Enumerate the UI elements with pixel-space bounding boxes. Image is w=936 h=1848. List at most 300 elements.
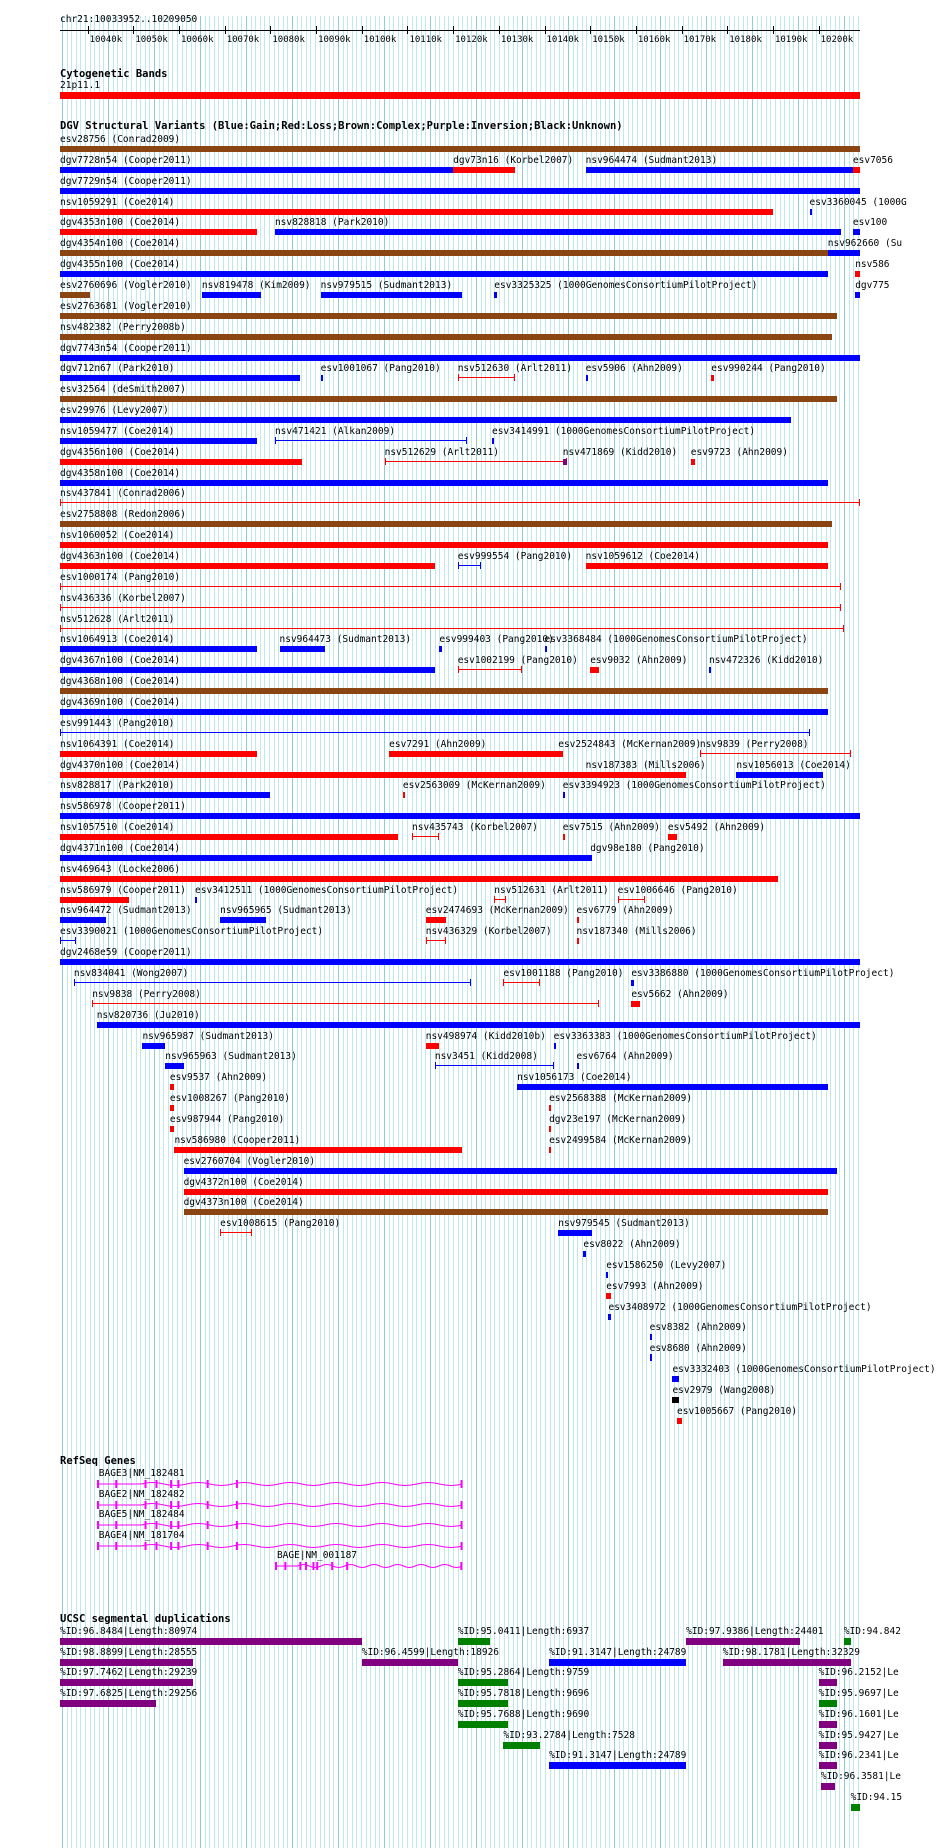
ruler-tick bbox=[133, 26, 134, 34]
variant-label: esv3414991 (1000GenomesConsortiumPilotProject) bbox=[491, 425, 756, 437]
ruler-tick-label: 10070k bbox=[226, 35, 260, 45]
variant-span-line[interactable] bbox=[74, 982, 471, 983]
segdup-label: %ID:97.9386|Length:24401 bbox=[686, 1626, 824, 1637]
variant-label: nsv586978 (Cooper2011) bbox=[60, 801, 186, 813]
variant-label: dgv775 bbox=[855, 279, 890, 291]
variant-span-end bbox=[651, 1354, 652, 1361]
variant-bar[interactable] bbox=[563, 459, 568, 465]
gene-model[interactable] bbox=[275, 1561, 462, 1571]
variant-label: esv1008267 (Pang2010) bbox=[169, 1093, 290, 1105]
segdup-label: %ID:96.8484|Length:80974 bbox=[60, 1626, 198, 1637]
variant-bar[interactable] bbox=[389, 751, 558, 757]
variant-bar[interactable] bbox=[60, 334, 832, 340]
variant-bar[interactable] bbox=[142, 1043, 165, 1049]
segdup-bar[interactable] bbox=[819, 1700, 837, 1707]
variant-bar[interactable] bbox=[586, 375, 588, 381]
variant-bar[interactable] bbox=[583, 1251, 585, 1257]
ruler-tick bbox=[773, 26, 774, 34]
variant-bar[interactable] bbox=[60, 209, 773, 215]
variant-label: esv9723 (Ahn2009) bbox=[690, 446, 788, 458]
variant-label: nsv9839 (Perry2008) bbox=[699, 738, 809, 750]
variant-span-line[interactable] bbox=[458, 377, 515, 378]
variant-bar[interactable] bbox=[549, 1126, 551, 1132]
variant-label: nsv828817 (Park2010) bbox=[60, 780, 175, 792]
variant-bar[interactable] bbox=[60, 146, 860, 152]
variant-bar[interactable] bbox=[60, 417, 791, 423]
segdup-label: %ID:98.1781|Length:32329 bbox=[722, 1646, 860, 1658]
variant-label: dgv23e197 (McKernan2009) bbox=[549, 1113, 687, 1125]
cyto-band-bar[interactable] bbox=[60, 92, 860, 99]
variant-span-end bbox=[494, 896, 495, 903]
segdup-bar[interactable] bbox=[503, 1742, 540, 1749]
segdup-bar[interactable] bbox=[549, 1659, 686, 1666]
variant-bar[interactable] bbox=[711, 375, 713, 381]
ruler-tick bbox=[225, 26, 226, 34]
variant-label: esv1002199 (Pang2010) bbox=[457, 655, 578, 667]
variant-bar[interactable] bbox=[60, 751, 257, 757]
segdup-bar[interactable] bbox=[458, 1638, 490, 1645]
ruler-tick bbox=[316, 26, 317, 34]
variant-span-end bbox=[60, 625, 61, 632]
segdup-bar[interactable] bbox=[686, 1638, 800, 1645]
variant-bar[interactable] bbox=[426, 1043, 440, 1049]
variant-bar[interactable] bbox=[60, 167, 453, 173]
variant-span-line[interactable] bbox=[385, 461, 568, 462]
variant-span-end bbox=[850, 750, 851, 757]
ruler-tick-label: 10180k bbox=[729, 35, 762, 45]
variant-bar[interactable] bbox=[60, 480, 828, 486]
variant-bar[interactable] bbox=[549, 1147, 551, 1153]
variant-label: nsv1060052 (Coe2014) bbox=[60, 530, 175, 542]
variant-span-line[interactable] bbox=[412, 836, 439, 837]
variant-bar[interactable] bbox=[60, 355, 860, 361]
variant-bar[interactable] bbox=[60, 813, 860, 819]
variant-bar[interactable] bbox=[184, 1209, 828, 1215]
variant-span-end bbox=[470, 979, 471, 986]
variant-span-end bbox=[644, 896, 645, 903]
variant-bar[interactable] bbox=[60, 876, 778, 882]
variant-span-end bbox=[840, 604, 841, 611]
variant-label: nsv1056013 (Coe2014) bbox=[736, 759, 851, 771]
variant-span-end bbox=[60, 499, 61, 506]
variant-label: esv2758808 (Redon2006) bbox=[60, 509, 186, 521]
variant-label: dgv4372n100 (Coe2014) bbox=[183, 1176, 304, 1188]
segdup-bar[interactable] bbox=[458, 1721, 508, 1728]
gene-label: BAGE2|NM_182482 bbox=[98, 1488, 185, 1500]
variant-label: nsv436329 (Korbel2007) bbox=[425, 926, 552, 938]
variant-label: dgv7729n54 (Cooper2011) bbox=[60, 175, 192, 187]
segdup-bar[interactable] bbox=[458, 1679, 508, 1686]
variant-bar[interactable] bbox=[558, 1230, 592, 1236]
variant-label: dgv4368n100 (Coe2014) bbox=[60, 676, 181, 688]
variant-bar[interactable] bbox=[60, 897, 129, 903]
variant-label: nsv435743 (Korbel2007) bbox=[412, 822, 538, 834]
variant-label: esv2499584 (McKernan2009) bbox=[549, 1134, 693, 1146]
variant-label: nsv828818 (Park2010) bbox=[274, 217, 390, 229]
variant-label: dgv4354n100 (Coe2014) bbox=[60, 238, 181, 250]
variant-label: nsv586980 (Cooper2011) bbox=[174, 1134, 301, 1146]
gene-model[interactable] bbox=[97, 1500, 463, 1510]
variant-bar[interactable] bbox=[631, 1001, 640, 1007]
segdup-bar[interactable] bbox=[60, 1679, 193, 1686]
gene-model[interactable] bbox=[97, 1520, 463, 1530]
gene-model[interactable] bbox=[97, 1541, 463, 1551]
variant-label: esv999554 (Pang2010) bbox=[457, 551, 573, 562]
variant-span-line[interactable] bbox=[618, 899, 645, 900]
variant-bar[interactable] bbox=[554, 1043, 556, 1049]
variant-span-end bbox=[505, 896, 506, 903]
variant-label: nsv964473 (Sudmant2013) bbox=[279, 634, 412, 646]
variant-label: dgv4370n100 (Coe2014) bbox=[60, 759, 181, 771]
variant-label: dgv98e180 (Pang2010) bbox=[590, 842, 705, 854]
variant-bar[interactable] bbox=[60, 834, 398, 840]
segdup-bar[interactable] bbox=[844, 1638, 851, 1645]
variant-span-line[interactable] bbox=[60, 732, 810, 733]
ruler-tick-label: 10050k bbox=[135, 35, 168, 45]
ruler-tick bbox=[179, 26, 180, 34]
variant-span-end bbox=[426, 937, 427, 944]
variant-span-end bbox=[60, 604, 61, 611]
variant-bar[interactable] bbox=[577, 1063, 579, 1069]
segdup-label: %ID:91.3147|Length:24789 bbox=[549, 1646, 687, 1658]
variant-bar[interactable] bbox=[586, 167, 856, 173]
variant-span-end bbox=[539, 979, 540, 986]
variant-span-end bbox=[385, 458, 386, 465]
variant-bar[interactable] bbox=[545, 646, 547, 652]
variant-label: nsv437841 (Conrad2006) bbox=[60, 488, 186, 500]
variant-label: esv2760704 (Vogler2010) bbox=[183, 1155, 316, 1167]
variant-bar[interactable] bbox=[606, 1293, 611, 1299]
variant-span-line[interactable] bbox=[700, 753, 851, 754]
segdup-bar[interactable] bbox=[60, 1659, 193, 1666]
variant-span-end bbox=[412, 833, 413, 840]
variant-bar[interactable] bbox=[403, 792, 405, 798]
variant-label: esv9537 (Ahn2009) bbox=[169, 1072, 268, 1084]
variant-bar[interactable] bbox=[60, 229, 257, 235]
variant-bar[interactable] bbox=[60, 709, 828, 715]
variant-label: esv990244 (Pang2010) bbox=[711, 363, 826, 375]
variant-span-end bbox=[700, 750, 701, 757]
variant-bar[interactable] bbox=[677, 1418, 682, 1424]
gene-label: BAGE|NM_001187 bbox=[276, 1550, 358, 1561]
variant-bar[interactable] bbox=[549, 1105, 551, 1111]
variant-span-line[interactable] bbox=[458, 565, 481, 566]
variant-bar[interactable] bbox=[174, 1147, 462, 1153]
segdup-label: %ID:95.9697|Le bbox=[818, 1688, 899, 1700]
variant-bar[interactable] bbox=[853, 229, 860, 235]
segdup-label: %ID:96.2152|Le bbox=[818, 1667, 899, 1679]
variant-label: nsv1056173 (Coe2014) bbox=[517, 1072, 632, 1084]
segdup-label: %ID:97.7462|Length:29239 bbox=[60, 1667, 198, 1679]
variant-label: esv3412511 (1000GenomesConsortiumPilotProject) bbox=[195, 884, 459, 896]
variant-bar[interactable] bbox=[321, 292, 463, 298]
segdup-bar[interactable] bbox=[60, 1700, 156, 1707]
variant-span-line[interactable] bbox=[60, 607, 841, 608]
variant-bar[interactable] bbox=[492, 438, 494, 444]
variant-bar[interactable] bbox=[517, 1084, 828, 1090]
variant-label: esv2760696 (Vogler2010) bbox=[60, 279, 192, 291]
segdup-bar[interactable] bbox=[819, 1679, 837, 1686]
variant-label: nsv187340 (Mills2006) bbox=[576, 926, 697, 938]
variant-bar[interactable] bbox=[60, 459, 302, 465]
variant-bar[interactable] bbox=[494, 292, 496, 298]
variant-label: nsv965965 (Sudmant2013) bbox=[220, 905, 352, 917]
variant-bar[interactable] bbox=[170, 1084, 175, 1090]
variant-bar[interactable] bbox=[60, 772, 586, 778]
variant-bar[interactable] bbox=[321, 375, 323, 381]
variant-bar[interactable] bbox=[586, 772, 687, 778]
variant-span-end bbox=[618, 896, 619, 903]
ruler-tick bbox=[636, 26, 637, 34]
variant-span-line[interactable] bbox=[60, 940, 76, 941]
variant-bar[interactable] bbox=[453, 167, 515, 173]
variant-span-end bbox=[251, 1229, 252, 1236]
variant-bar[interactable] bbox=[60, 271, 828, 277]
variant-bar[interactable] bbox=[668, 834, 677, 840]
variant-bar[interactable] bbox=[577, 917, 579, 923]
variant-label: esv3360045 (1000G bbox=[809, 196, 907, 208]
segdup-label: %ID:96.2341|Le bbox=[818, 1750, 899, 1762]
variant-span-end bbox=[503, 979, 504, 986]
variant-label: esv8382 (Ahn2009) bbox=[649, 1322, 747, 1334]
variant-bar[interactable] bbox=[855, 292, 860, 298]
variant-bar[interactable] bbox=[558, 751, 563, 757]
variant-bar[interactable] bbox=[60, 542, 828, 548]
variant-bar[interactable] bbox=[195, 897, 197, 903]
segdup-label: %ID:95.2864|Length:9759 bbox=[457, 1667, 590, 1679]
segdup-bar[interactable] bbox=[821, 1783, 835, 1790]
variant-bar[interactable] bbox=[60, 646, 257, 652]
ruler-tick-label: 10150k bbox=[592, 35, 625, 45]
variant-label: esv7993 (Ahn2009) bbox=[606, 1280, 704, 1292]
variant-bar[interactable] bbox=[828, 250, 860, 256]
segdup-bar[interactable] bbox=[851, 1804, 860, 1811]
variant-bar[interactable] bbox=[60, 855, 590, 861]
cyto-band-label: 21p11.1 bbox=[60, 80, 101, 91]
ruler-tick bbox=[499, 26, 500, 34]
variant-label: nsv9838 (Perry2008) bbox=[92, 988, 201, 1000]
variant-bar[interactable] bbox=[736, 772, 823, 778]
cyto-track-title: Cytogenetic Bands bbox=[60, 68, 168, 80]
variant-bar[interactable] bbox=[672, 1397, 679, 1403]
variant-span-end bbox=[275, 437, 276, 444]
variant-bar[interactable] bbox=[577, 938, 579, 944]
variant-label: dgv7728n54 (Cooper2011) bbox=[60, 154, 192, 166]
variant-bar[interactable] bbox=[672, 1376, 679, 1382]
ruler-tick bbox=[545, 26, 546, 34]
variant-bar[interactable] bbox=[606, 1272, 608, 1278]
variant-bar[interactable] bbox=[97, 1022, 860, 1028]
variant-label: dgv4373n100 (Coe2014) bbox=[183, 1197, 304, 1209]
variant-label: nsv471869 (Kidd2010) bbox=[562, 446, 678, 458]
variant-bar[interactable] bbox=[608, 1314, 610, 1320]
segdup-bar[interactable] bbox=[819, 1762, 837, 1769]
variant-bar[interactable] bbox=[60, 792, 270, 798]
variant-span-line[interactable] bbox=[503, 982, 540, 983]
gene-label: BAGE4|NM_181704 bbox=[98, 1529, 185, 1541]
variant-span-line[interactable] bbox=[275, 440, 467, 441]
variant-label: nsv819478 (Kim2009) bbox=[201, 279, 311, 291]
variant-span-end bbox=[74, 979, 75, 986]
segdup-bar[interactable] bbox=[458, 1700, 508, 1707]
ruler-tick-label: 10200k bbox=[820, 35, 854, 45]
ruler-tick-label: 10120k bbox=[455, 35, 488, 45]
variant-label: esv9032 (Ahn2009) bbox=[590, 655, 688, 667]
variant-label: dgv4371n100 (Coe2014) bbox=[60, 842, 181, 854]
variant-label: dgv2468e59 (Cooper2011) bbox=[60, 947, 192, 959]
dgv-track-title: DGV Structural Variants (Blue:Gain;Red:Loss;Brown:Complex;Purple:Inversion;Black:Unknown) bbox=[60, 120, 623, 132]
variant-label: esv2763681 (Vogler2010) bbox=[60, 300, 192, 312]
variant-label: nsv512628 (Arlt2011) bbox=[60, 613, 175, 625]
variant-label: esv987944 (Pang2010) bbox=[169, 1113, 285, 1125]
variant-bar[interactable] bbox=[60, 667, 435, 673]
variant-bar[interactable] bbox=[563, 834, 565, 840]
variant-bar[interactable] bbox=[220, 917, 266, 923]
variant-label: nsv962660 (Su bbox=[827, 238, 903, 250]
segdup-bar[interactable] bbox=[60, 1638, 362, 1645]
variant-label: nsv1059477 (Coe2014) bbox=[60, 425, 175, 437]
variant-bar[interactable] bbox=[60, 250, 828, 256]
variant-label: nsv512630 (Arlt2011) bbox=[457, 363, 573, 375]
variant-bar[interactable] bbox=[810, 209, 812, 215]
variant-span-end bbox=[553, 1062, 554, 1069]
variant-label: nsv964472 (Sudmant2013) bbox=[60, 905, 192, 917]
variant-bar[interactable] bbox=[170, 1105, 175, 1111]
gene-model[interactable] bbox=[97, 1479, 463, 1489]
variant-bar[interactable] bbox=[709, 667, 711, 673]
variant-span-end bbox=[859, 499, 860, 506]
variant-span-end bbox=[435, 1062, 436, 1069]
variant-bar[interactable] bbox=[855, 271, 860, 277]
variant-bar[interactable] bbox=[563, 792, 565, 798]
variant-span-end bbox=[60, 937, 61, 944]
segdup-label: %ID:96.1601|Le bbox=[818, 1708, 899, 1720]
variant-bar[interactable] bbox=[439, 646, 441, 652]
variant-label: nsv965987 (Sudmant2013) bbox=[142, 1030, 275, 1042]
variant-bar[interactable] bbox=[426, 917, 447, 923]
variant-span-line[interactable] bbox=[220, 1232, 252, 1233]
variant-span-line[interactable] bbox=[60, 586, 841, 587]
variant-bar[interactable] bbox=[165, 1063, 183, 1069]
variant-span-end bbox=[598, 1000, 599, 1007]
segdup-bar[interactable] bbox=[819, 1721, 837, 1728]
variant-bar[interactable] bbox=[631, 980, 633, 986]
variant-label: esv1001188 (Pang2010) bbox=[503, 968, 624, 979]
variant-bar[interactable] bbox=[853, 167, 860, 173]
segdup-label: %ID:94.842 bbox=[843, 1626, 901, 1637]
variant-bar[interactable] bbox=[590, 855, 592, 861]
segdup-label: %ID:95.7818|Length:9696 bbox=[457, 1688, 590, 1700]
segdup-label: %ID:96.4599|Length:18926 bbox=[361, 1646, 500, 1658]
variant-bar[interactable] bbox=[280, 646, 326, 652]
variant-label: dgv7743n54 (Cooper2011) bbox=[60, 342, 192, 354]
ruler-tick-label: 10130k bbox=[500, 35, 534, 45]
variant-span-end bbox=[809, 729, 810, 736]
locus-label: chr21:10033952..10209050 bbox=[60, 14, 198, 25]
variant-bar[interactable] bbox=[650, 1334, 652, 1340]
ruler-tick-label: 10140k bbox=[546, 35, 580, 45]
variant-span-line[interactable] bbox=[92, 1003, 599, 1004]
ruler-tick-label: 10060k bbox=[181, 35, 214, 45]
variant-span-line[interactable] bbox=[458, 669, 522, 670]
variant-label: esv28756 (Conrad2009) bbox=[60, 134, 181, 145]
variant-span-line[interactable] bbox=[60, 628, 844, 629]
variant-bar[interactable] bbox=[586, 563, 828, 569]
variant-label: esv1008615 (Pang2010) bbox=[220, 1218, 341, 1230]
segdup-bar[interactable] bbox=[362, 1659, 458, 1666]
variant-bar[interactable] bbox=[691, 459, 696, 465]
variant-label: esv3332403 (1000GenomesConsortiumPilotProject) bbox=[672, 1364, 936, 1376]
variant-bar[interactable] bbox=[170, 1126, 175, 1132]
ruler-tick bbox=[727, 26, 728, 34]
variant-label: nsv1059291 (Coe2014) bbox=[60, 196, 175, 208]
variant-span-line[interactable] bbox=[435, 1065, 554, 1066]
variant-span-end bbox=[843, 625, 844, 632]
variant-label: nsv512629 (Arlt2011) bbox=[384, 446, 499, 458]
variant-span-end bbox=[480, 562, 481, 569]
variant-bar[interactable] bbox=[60, 396, 837, 402]
segdup-label: %ID:96.3581|Le bbox=[820, 1770, 901, 1782]
variant-bar[interactable] bbox=[60, 292, 90, 298]
variant-label: nsv472326 (Kidd2010) bbox=[708, 655, 824, 667]
variant-bar[interactable] bbox=[184, 1189, 828, 1195]
segdup-label: %ID:93.2784|Length:7528 bbox=[503, 1729, 635, 1741]
variant-bar[interactable] bbox=[60, 688, 828, 694]
variant-label: esv2474693 (McKernan2009) bbox=[425, 905, 569, 917]
variant-bar[interactable] bbox=[60, 375, 300, 381]
variant-bar[interactable] bbox=[60, 438, 257, 444]
variant-label: esv100 bbox=[852, 217, 888, 229]
segdup-label: %ID:98.8899|Length:28555 bbox=[60, 1646, 198, 1658]
variant-label: dgv4353n100 (Coe2014) bbox=[60, 217, 181, 229]
ruler-tick-label: 10160k bbox=[637, 35, 671, 45]
variant-label: esv3390021 (1000GenomesConsortiumPilotProject) bbox=[60, 926, 324, 938]
segdup-bar[interactable] bbox=[819, 1742, 837, 1749]
segdup-track-title: UCSC segmental duplications bbox=[60, 1613, 231, 1625]
variant-bar[interactable] bbox=[590, 667, 599, 673]
variant-label: nsv586979 (Cooper2011) bbox=[60, 884, 186, 896]
variant-label: dgv4369n100 (Coe2014) bbox=[60, 696, 181, 708]
variant-bar[interactable] bbox=[202, 292, 261, 298]
segdup-bar[interactable] bbox=[723, 1659, 851, 1666]
variant-label: esv1586250 (Levy2007) bbox=[606, 1259, 727, 1271]
ruler-tick-label: 10190k bbox=[774, 35, 808, 45]
segdup-bar[interactable] bbox=[549, 1762, 686, 1769]
variant-label: esv32564 (deSmith2007) bbox=[60, 384, 186, 396]
ruler-tick-label: 10110k bbox=[409, 35, 442, 45]
variant-bar[interactable] bbox=[60, 188, 860, 194]
variant-label: esv1001067 (Pang2010) bbox=[320, 363, 441, 375]
variant-span-end bbox=[220, 1229, 221, 1236]
variant-label: esv8022 (Ahn2009) bbox=[583, 1239, 681, 1251]
variant-label: nsv3451 (Kidd2008) bbox=[434, 1051, 538, 1063]
variant-label: esv5662 (Ahn2009) bbox=[631, 988, 729, 1000]
variant-bar[interactable] bbox=[60, 917, 106, 923]
variant-bar[interactable] bbox=[184, 1168, 837, 1174]
ruler-tick bbox=[362, 26, 363, 34]
variant-bar[interactable] bbox=[60, 313, 837, 319]
variant-bar[interactable] bbox=[275, 229, 842, 235]
variant-bar[interactable] bbox=[60, 521, 832, 527]
variant-bar[interactable] bbox=[60, 563, 435, 569]
variant-label: esv6764 (Ahn2009) bbox=[576, 1051, 674, 1063]
variant-span-line[interactable] bbox=[60, 502, 860, 503]
variant-label: esv991443 (Pang2010) bbox=[60, 717, 175, 729]
variant-bar[interactable] bbox=[60, 959, 860, 965]
segdup-label: %ID:97.6825|Length:29256 bbox=[60, 1688, 198, 1700]
variant-span-end bbox=[92, 1000, 93, 1007]
variant-span-line[interactable] bbox=[426, 940, 447, 941]
